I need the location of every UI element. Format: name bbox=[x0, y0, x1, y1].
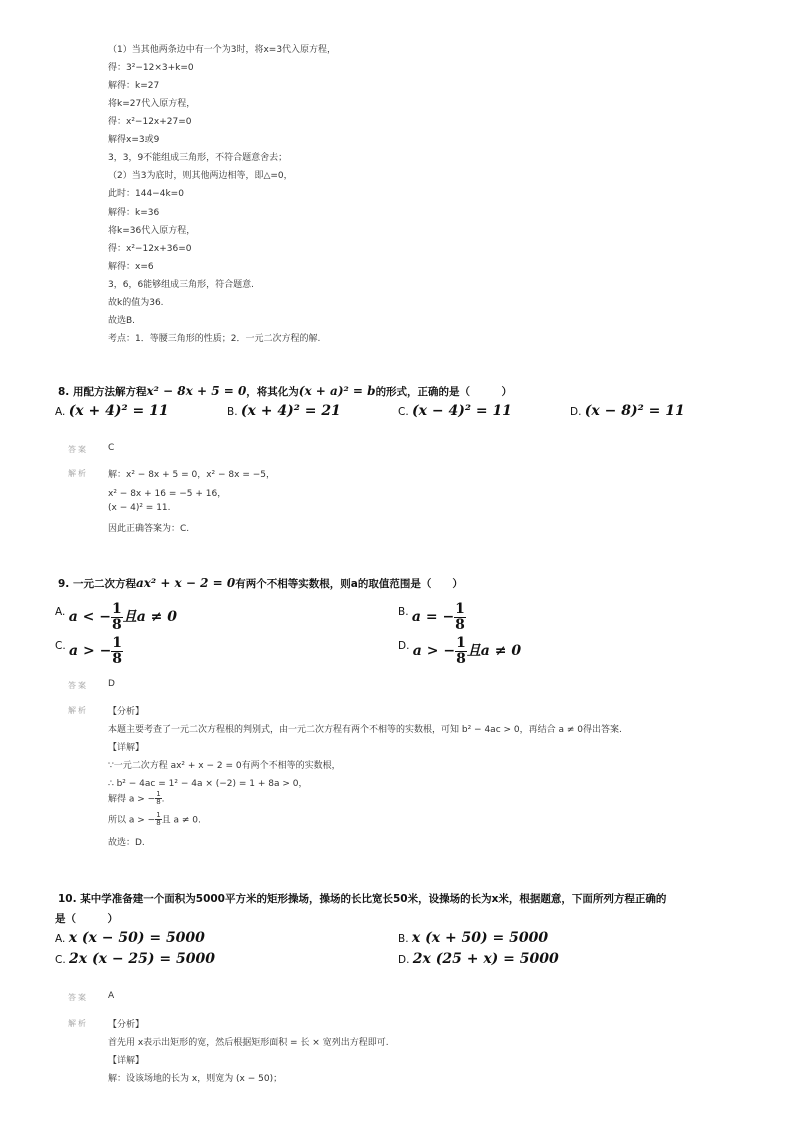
line-text: 且 a ≠ 0. bbox=[161, 815, 201, 826]
option-a[interactable] bbox=[55, 403, 169, 419]
prev-line: 得：x²−12x+36=0 bbox=[108, 244, 192, 254]
fraction-num: 1 bbox=[111, 601, 122, 617]
fraction-num: 1 bbox=[156, 811, 161, 819]
analysis-line: x² − 8x + 16 = −5 + 16， bbox=[108, 489, 227, 499]
option-expr: (x − 8)² = 11 bbox=[584, 403, 685, 419]
option-expr: (x + 4)² = 21 bbox=[240, 403, 341, 419]
analysis-line bbox=[108, 791, 165, 807]
fraction-den: 8 bbox=[112, 650, 123, 667]
expr-part: a > − bbox=[69, 643, 112, 660]
option-expr: (x + 4)² = 11 bbox=[68, 403, 169, 419]
answer-label: 答案 bbox=[68, 993, 88, 1002]
option-key: A. bbox=[55, 606, 66, 619]
stem-text: 某中学准备建一个面积为5000平方米的矩形操场，操场的长比宽长50米，设操场的长为x米，根据题意，下面所列方程正确的 bbox=[80, 893, 667, 905]
fraction-den: 8 bbox=[455, 616, 465, 633]
option-key: A. bbox=[55, 933, 66, 945]
option-b[interactable] bbox=[398, 930, 548, 946]
prev-line: 将k=36代入原方程， bbox=[108, 226, 196, 236]
question-number: 10. bbox=[58, 893, 77, 905]
option-key: D. bbox=[398, 640, 410, 653]
option-key: B. bbox=[398, 933, 409, 945]
option-c[interactable] bbox=[55, 951, 215, 967]
prev-line: 考点：1．等腰三角形的性质；2．一元二次方程的解. bbox=[108, 334, 321, 344]
stem-text: 一元二次方程 bbox=[72, 578, 136, 590]
question-10-stem bbox=[58, 891, 666, 906]
option-d[interactable] bbox=[570, 403, 685, 419]
option-key: A. bbox=[55, 406, 66, 418]
analysis-line: 解：x² − 8x + 5 = 0，x² − 8x = −5， bbox=[108, 470, 276, 480]
question-8-stem bbox=[58, 384, 512, 399]
question-number: 9. bbox=[58, 578, 70, 590]
option-c[interactable] bbox=[398, 403, 512, 419]
expr-part: a < − bbox=[68, 609, 111, 626]
fraction-den: 8 bbox=[456, 650, 466, 667]
option-key: C. bbox=[398, 406, 409, 418]
analysis-line: ∵一元二次方程 ax² + x − 2 = 0有两个不相等的实数根， bbox=[108, 761, 341, 771]
analysis-line bbox=[108, 812, 201, 828]
fraction-den: 8 bbox=[156, 798, 161, 807]
option-a[interactable] bbox=[55, 930, 205, 946]
analysis-heading: 【分析】 bbox=[108, 1020, 145, 1030]
option-d[interactable] bbox=[398, 951, 559, 967]
prev-line: （2）当3为底时，则其他两边相等，即△=0， bbox=[108, 171, 293, 181]
line-text: 所以 a > − bbox=[108, 815, 156, 826]
line-text: . bbox=[161, 794, 165, 805]
answer-label: 答案 bbox=[68, 445, 88, 454]
option-expr: 2x (x − 25) = 5000 bbox=[69, 951, 215, 967]
prev-line: 解得x=3或9 bbox=[108, 135, 160, 145]
prev-line: 解得：x=6 bbox=[108, 262, 154, 272]
prev-line: 得：3²−12×3+k=0 bbox=[108, 63, 194, 73]
prev-line: 此时：144−4k=0 bbox=[108, 189, 184, 199]
option-key: D. bbox=[570, 406, 582, 418]
question-9-stem bbox=[58, 576, 463, 591]
answer-label: 答案 bbox=[68, 681, 88, 690]
prev-line: 故k的值为36. bbox=[108, 298, 164, 308]
expr-part: 且a ≠ 0 bbox=[122, 609, 178, 626]
prev-line: 解得：k=36 bbox=[108, 208, 160, 218]
option-expr bbox=[69, 635, 123, 667]
fraction-num: 1 bbox=[156, 790, 161, 798]
fraction bbox=[455, 636, 467, 666]
analysis-line: (x − 4)² = 11. bbox=[108, 503, 171, 513]
option-key: B. bbox=[227, 406, 238, 418]
question-10-stem-cont: 是（ ） bbox=[55, 913, 118, 925]
option-expr: 2x (25 + x) = 5000 bbox=[412, 951, 559, 967]
analysis-line: 本题主要考查了一元二次方程根的判别式，由一元二次方程有两个不相等的实数根，可知 b² − 4ac > 0，再结合 a ≠ 0得出答案. bbox=[108, 725, 622, 735]
option-d[interactable] bbox=[398, 630, 522, 667]
answer-value: A bbox=[108, 991, 115, 1001]
prev-line: 3，6，6能够组成三角形，符合题意. bbox=[108, 280, 255, 290]
stem-text: 有两个不相等实数根，则a的取值范围是（ ） bbox=[235, 578, 463, 590]
analysis-line: 解：设该场地的长为 x，则宽为 (x − 50)； bbox=[108, 1074, 283, 1084]
stem-text: 用配方法解方程 bbox=[72, 386, 147, 398]
stem-equation: x² − 8x + 5 = 0 bbox=[146, 384, 247, 398]
option-expr: (x − 4)² = 11 bbox=[412, 403, 512, 419]
analysis-line: 因此正确答案为：C. bbox=[108, 524, 190, 534]
analysis-label: 解析 bbox=[68, 1019, 88, 1028]
analysis-heading: 【分析】 bbox=[108, 707, 145, 717]
prev-line: 解得：k=27 bbox=[108, 81, 160, 91]
prev-line: 得：x²−12x+27=0 bbox=[108, 117, 192, 127]
option-expr bbox=[68, 601, 178, 633]
fraction-num: 1 bbox=[112, 635, 123, 651]
analysis-line: 故选：D. bbox=[108, 838, 145, 848]
option-b[interactable] bbox=[227, 403, 341, 419]
option-expr: x (x + 50) = 5000 bbox=[411, 930, 549, 946]
stem-text: 的形式，正确的是（ ） bbox=[375, 386, 513, 398]
expr-part: a = − bbox=[411, 609, 455, 626]
fraction bbox=[111, 602, 123, 632]
line-text: 解得 a > − bbox=[108, 794, 156, 805]
option-key: C. bbox=[55, 954, 66, 966]
answer-value: D bbox=[108, 679, 115, 689]
expr-part: 且a ≠ 0 bbox=[466, 643, 522, 660]
analysis-line: ∴ b² − 4ac = 1² − 4a × (−2) = 1 + 8a > 0， bbox=[108, 779, 308, 789]
fraction-den: 8 bbox=[156, 819, 161, 828]
option-b[interactable] bbox=[398, 596, 466, 633]
prev-line: 将k=27代入原方程， bbox=[108, 99, 196, 109]
option-expr bbox=[411, 601, 466, 633]
prev-line: 故选B. bbox=[108, 316, 136, 326]
stem-text: ，将其化为 bbox=[246, 386, 299, 398]
option-key: D. bbox=[398, 954, 410, 966]
analysis-heading: 【详解】 bbox=[108, 1056, 145, 1066]
fraction bbox=[111, 636, 123, 666]
question-number: 8. bbox=[58, 386, 70, 398]
answer-value: C bbox=[108, 443, 115, 453]
stem-form: (x + a)² = b bbox=[298, 384, 376, 398]
fraction-num: 1 bbox=[455, 601, 465, 617]
option-key: C. bbox=[55, 640, 66, 653]
analysis-label: 解析 bbox=[68, 469, 88, 478]
prev-line: （1）当其他两条边中有一个为3时，将x=3代入原方程， bbox=[108, 45, 337, 55]
fraction bbox=[454, 602, 466, 632]
analysis-line: 首先用 x表示出矩形的宽，然后根据矩形面积 = 长 × 宽列出方程即可. bbox=[108, 1038, 389, 1048]
option-c[interactable] bbox=[55, 630, 123, 667]
fraction-den: 8 bbox=[111, 616, 122, 633]
analysis-heading: 【详解】 bbox=[108, 743, 145, 753]
expr-part: a > − bbox=[412, 643, 456, 660]
option-key: B. bbox=[398, 606, 409, 619]
option-a[interactable] bbox=[55, 596, 178, 633]
stem-equation: ax² + x − 2 = 0 bbox=[135, 576, 236, 590]
analysis-label: 解析 bbox=[68, 706, 88, 715]
option-expr: x (x − 50) = 5000 bbox=[68, 930, 205, 946]
fraction-num: 1 bbox=[456, 635, 466, 651]
prev-line: 3，3，9不能组成三角形，不符合题意舍去； bbox=[108, 153, 288, 163]
option-expr bbox=[412, 635, 522, 667]
